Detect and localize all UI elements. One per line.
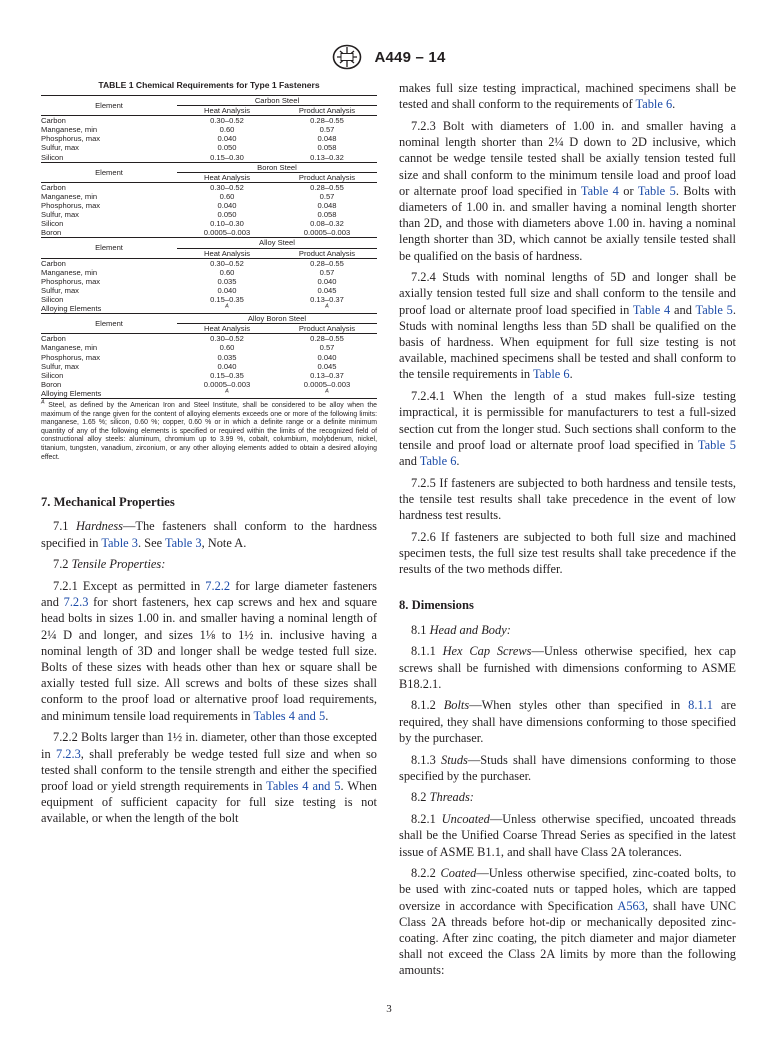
para-8-2-1: 8.2.1 Uncoated—Unless otherwise specified, uncoated threads shall be the Unified Coarse Thread Series as specified in the latest issue of ASME B1.1, and shall have Class 2A tolerances. — [399, 812, 736, 859]
product-analysis-header: Product Analysis — [277, 106, 377, 116]
para-7-2-6: 7.2.6 If fasteners are subjected to both full size and machined specimen tests, the full size test results shall take precedence if the results of the two methods differ. — [399, 529, 736, 577]
product-analysis-cell: 0.28–0.55 — [310, 258, 344, 268]
heat-analysis-cell: 0.040 — [217, 285, 237, 295]
link-table-6[interactable]: Table 6 — [419, 453, 457, 468]
heat-analysis-cell: 0.60 — [219, 343, 235, 353]
heat-analysis-cell: 0.035 — [217, 276, 237, 286]
heat-analysis-cell: 0.050 — [217, 210, 237, 220]
para-7-2-4: 7.2.4 Studs with nominal lengths of 5D and longer shall be axially tension tested full size and shall conform to the tensile and proof load or alternate proof load specified in Table 4 and Table 5. Studs with nominal lengths less than 5D shall be qualified on the basis of hardness. When equipment for full size testing is not available, machined specimens shall be tested and shall conform to the tensile requirements in Table 6. — [399, 270, 736, 382]
para-7-2-2: 7.2.2 Bolts larger than 1½ in. diameter, other than those excepted in 7.2.3, shall preferably be wedge tested full size and when so tested shall conform to the tensile strength and either the specified proof load or yield strength requirements in Tables 4 and 5. When equipment of sufficient capacity for full size testing is not available, or when the length of the bolt — [41, 730, 377, 826]
table-row — [41, 334, 377, 344]
para-7-2-5: 7.2.5 If fasteners are subjected to both hardness and tensile tests, the tensile test results shall take precedence in the event of low hardness test results. — [399, 475, 736, 523]
product-analysis-cell: 0.0005–0.003 — [303, 379, 351, 389]
table-row — [41, 268, 377, 277]
product-analysis-cell: 0.28–0.55 — [310, 116, 344, 126]
para-7-1: 7.1 Hardness—The fasteners shall conform to the hardness specified in Table 3. See Table 3, Note A. — [41, 519, 377, 550]
heat-analysis-cell: 0.15–0.30 — [210, 152, 244, 162]
astm-logo-icon — [332, 44, 362, 70]
table-row — [41, 134, 377, 143]
steel-group-title: Carbon Steel — [177, 96, 377, 106]
table-row — [41, 192, 377, 201]
element-name-cell: Manganese, min — [41, 191, 98, 201]
product-analysis-header: Product Analysis — [277, 172, 377, 182]
element-name-cell: Phosphorus, max — [41, 352, 101, 362]
product-analysis-cell: 0.058 — [317, 143, 337, 153]
element-column-header: Element — [41, 96, 177, 116]
element-column-header: Element — [41, 162, 177, 182]
element-name-cell: Sulfur, max — [41, 143, 79, 153]
link-table-5[interactable]: Table 5 — [697, 437, 736, 452]
product-analysis-cell: 0.048 — [317, 201, 337, 211]
element-name-cell: Alloying Elements — [41, 389, 177, 399]
para-8-1-1: 8.1.1 Hex Cap Screws—Unless otherwise specified, hex cap screws shall be furnished with dimensions conforming to ASME B18.2.1. — [399, 644, 736, 691]
element-name-cell: Silicon — [41, 294, 64, 304]
element-name-cell: Sulfur, max — [41, 210, 79, 220]
heat-analysis-cell: 0.60 — [219, 191, 235, 201]
element-name-cell: Phosphorus, max — [41, 201, 101, 211]
product-analysis-cell: 0.045 — [317, 285, 337, 295]
heat-analysis-header: Heat Analysis — [177, 248, 277, 258]
element-column-header: Element — [41, 314, 177, 334]
product-analysis-header: Product Analysis — [277, 324, 377, 334]
para-7-2-2-continued: makes full size testing impractical, machined specimens shall be tested and shall conform to the requirements of Table 6. — [399, 81, 736, 112]
product-analysis-cell: 0.13–0.37 — [310, 294, 344, 304]
link-table-6[interactable]: Table 6 — [532, 367, 570, 382]
steel-group-title: Boron Steel — [177, 162, 377, 172]
para-7-2: 7.2 Tensile Properties: — [53, 557, 166, 572]
product-analysis-cell: A — [277, 389, 377, 399]
heat-analysis-cell: 0.040 — [217, 361, 237, 371]
table-row — [41, 201, 377, 210]
product-analysis-cell: 0.28–0.55 — [310, 182, 344, 192]
product-analysis-cell: 0.040 — [317, 352, 337, 362]
steel-group-title: Alloy Boron Steel — [177, 314, 377, 324]
link-table-5[interactable]: Table 5 — [637, 183, 676, 198]
heat-analysis-cell: 0.30–0.52 — [210, 116, 244, 126]
element-name-cell: Carbon — [41, 182, 66, 192]
page-header — [0, 44, 778, 70]
table-row — [41, 353, 377, 362]
heat-analysis-cell: 0.040 — [217, 134, 237, 144]
product-analysis-cell: 0.08–0.32 — [310, 219, 344, 229]
element-name-cell: Silicon — [41, 219, 64, 229]
section-7-title: 7. Mechanical Properties — [41, 495, 175, 510]
heat-analysis-cell: 0.10–0.30 — [210, 219, 244, 229]
table-row — [41, 125, 377, 134]
table-group-header — [41, 314, 377, 324]
para-8-1-3: 8.1.3 Studs—Studs shall have dimensions conforming to those specified by the purchaser. — [399, 752, 736, 783]
heat-analysis-cell: 0.040 — [217, 201, 237, 211]
product-analysis-cell: 0.040 — [317, 276, 337, 286]
product-analysis-cell: 0.57 — [319, 267, 335, 277]
link-7-2-3[interactable]: 7.2.3 — [63, 595, 89, 610]
product-analysis-header: Product Analysis — [277, 248, 377, 258]
heat-analysis-cell: 0.60 — [219, 125, 235, 135]
link-table-5[interactable]: Table 5 — [695, 302, 733, 317]
para-7-2-4-1: 7.2.4.1 When the length of a stud makes full-size testing impractical, it is permissible for manufacturers to test a full-sized section cut from the longer stud. Such sections shall conform to the tensile and proof load or alternate proof load specified in Table 5 and Table 6. — [399, 389, 736, 468]
product-analysis-cell: 0.57 — [319, 191, 335, 201]
para-7-2-1: 7.2.1 Except as permitted in 7.2.2 for large diameter fasteners and 7.2.3 for short fasteners, hex cap screws and hex and square head bolts in sizes 1.00 in. and smaller having a nominal length of 2¼ D and longer, and sizes 1⅛ to 1½ in. inclusive having a nominal length of 3D and longer shall be wedge tested full size. Bolts of these sizes with heads other than hex or square shall be axially tested full size. All screws and bolts of these sizes shall conform to the proof load or alternative proof load requirements, and minimum tensile load requirements in Tables 4 and 5. — [41, 578, 377, 723]
table-row — [41, 286, 377, 295]
steel-group-title: Alloy Steel — [177, 238, 377, 248]
element-name-cell: Alloying Elements — [41, 304, 102, 314]
element-name-cell: Boron — [41, 379, 62, 389]
product-analysis-cell: 0.28–0.55 — [310, 334, 344, 344]
element-name-cell: Manganese, min — [41, 125, 98, 135]
left-column — [41, 80, 377, 832]
page-number: 3 — [386, 1003, 392, 1015]
element-name-cell: Carbon — [41, 116, 66, 126]
right-column — [399, 80, 736, 984]
product-analysis-cell: 0.57 — [319, 343, 335, 353]
heat-analysis-cell: 0.30–0.52 — [210, 258, 244, 268]
table-footnote — [41, 399, 377, 462]
heat-analysis-header: Heat Analysis — [177, 172, 277, 182]
table-row — [41, 153, 377, 163]
para-8-1-2: 8.1.2 Bolts—When styles other than specified in 8.1.1 are required, they shall have dimensions conforming to those specified by the purchaser. — [399, 698, 736, 745]
table-row — [41, 389, 377, 399]
element-column-header: Element — [41, 238, 177, 258]
table-row — [41, 371, 377, 380]
para-8-1: 8.1 Head and Body: — [411, 622, 511, 637]
heat-analysis-cell: 0.30–0.52 — [210, 334, 244, 344]
table-row — [41, 258, 377, 268]
link-a563[interactable]: A563 — [617, 898, 645, 913]
product-analysis-cell: 0.045 — [317, 361, 337, 371]
table-title: TABLE 1 Chemical Requirements for Type 1 Fasteners — [98, 80, 320, 90]
link-table-6[interactable]: Table 6 — [635, 97, 673, 112]
table-row — [41, 343, 377, 352]
document-designation: A449 – 14 — [374, 48, 446, 66]
table-group-header — [41, 238, 377, 248]
heat-analysis-header: Heat Analysis — [177, 324, 277, 334]
section-7 — [41, 494, 377, 826]
link-table-4[interactable]: Table 4 — [632, 302, 671, 317]
link-tables-4-5[interactable]: Tables 4 and 5 — [253, 708, 326, 723]
element-name-cell: Manganese, min — [41, 267, 98, 277]
heat-analysis-cell: 0.0005–0.003 — [203, 379, 251, 389]
element-name-cell: Manganese, min — [41, 343, 98, 353]
product-analysis-cell: 0.048 — [317, 134, 337, 144]
para-8-2: 8.2 Threads: — [411, 790, 474, 805]
link-tables-4-5[interactable]: Tables 4 and 5 — [266, 778, 341, 793]
footnote-text: Steel, as defined by the American Iron and Steel Institute, shall be considered to be alloy when the maximum of the range given for the content of alloying elements exceeds one or more of the following limits: manganese, 1.65 %; silicon, 0.60 %; copper, 0.60 % or in which a definite range or a definite minimum quantity of any of the following elements is specified or required within the limits of the recognized field of constructional alloy steels: aluminum, chromium up to 3.99 %, cobalt, columbium, molybdenum, nickel, titanium, tungsten, vanadium, zirconium, or any other alloying elements added to obtain a desired alloying effect. — [41, 402, 377, 461]
link-table-4[interactable]: Table 4 — [580, 183, 619, 198]
heat-analysis-cell: 0.0005–0.003 — [203, 228, 251, 238]
table-row — [41, 277, 377, 286]
table-row — [41, 219, 377, 228]
footnote-mark: A — [41, 399, 45, 406]
chemical-requirements-table — [41, 95, 377, 399]
element-name-cell: Sulfur, max — [41, 361, 79, 371]
table-row — [41, 143, 377, 152]
element-name-cell: Phosphorus, max — [41, 276, 101, 286]
para-8-2-2: 8.2.2 Coated—Unless otherwise specified, zinc-coated bolts, to be used with zinc-coated nuts or tapped holes, which are tapped oversize in accordance with Specification A563, shall have UNC Class 2A threads before hot-dip or mechanically deposited zinc-coating. After zinc coating, the pitch diameter and major diameter shall not exceed the Class 2A limits by more than the following amounts: — [399, 866, 736, 978]
product-analysis-cell: 0.0005–0.003 — [303, 228, 351, 238]
table-group-header — [41, 162, 377, 172]
product-analysis-cell: 0.13–0.37 — [310, 370, 344, 380]
table-row — [41, 182, 377, 192]
element-name-cell: Sulfur, max — [41, 285, 79, 295]
link-7-2-2[interactable]: 7.2.2 — [205, 578, 231, 593]
table-group-header — [41, 96, 377, 106]
table-row — [41, 210, 377, 219]
para-7-2-3: 7.2.3 Bolt with diameters of 1.00 in. and smaller having a nominal length shorter than 2¼ D down to 2D inclusive, which cannot be wedge tensile tested shall be axially tension tested full size and shall conform to the minimum tensile load and proof load or alternate proof load specified in Table 4 or Table 5. Bolts with diameters of 1.00 in. and smaller having a nominal length shorter than 2D, and those with diameters above 1.00 in. having a nominal length shorter than 3D, which cannot be axially tensile tested shall be qualified on the basis of hardness. — [399, 118, 736, 263]
heat-analysis-cell: 0.30–0.52 — [210, 182, 244, 192]
element-name-cell: Silicon — [41, 370, 64, 380]
table-row — [41, 116, 377, 126]
heat-analysis-header: Heat Analysis — [177, 106, 277, 116]
heat-analysis-cell: 0.15–0.35 — [210, 294, 244, 304]
link-table-3[interactable]: Table 3 — [164, 535, 202, 550]
table-row — [41, 228, 377, 238]
table-row — [41, 304, 377, 314]
element-name-cell: Carbon — [41, 258, 66, 268]
product-analysis-cell: 0.13–0.32 — [310, 152, 344, 162]
product-analysis-cell: 0.058 — [317, 210, 337, 220]
link-table-3[interactable]: Table 3 — [101, 535, 138, 550]
heat-analysis-cell: 0.050 — [217, 143, 237, 153]
heat-analysis-cell: 0.035 — [217, 352, 237, 362]
link-7-2-3[interactable]: 7.2.3 — [56, 746, 81, 761]
element-name-cell: Silicon — [41, 152, 64, 162]
heat-analysis-cell: 0.15–0.35 — [210, 370, 244, 380]
table-row — [41, 362, 377, 371]
element-name-cell: Carbon — [41, 334, 66, 344]
product-analysis-cell: 0.57 — [319, 125, 335, 135]
product-analysis-cell: A — [325, 303, 329, 310]
heat-analysis-cell: A — [177, 389, 277, 399]
heat-analysis-cell: 0.60 — [219, 267, 235, 277]
element-name-cell: Boron — [41, 228, 62, 238]
section-8-title: 8. Dimensions — [399, 598, 474, 613]
link-8-1-1[interactable]: 8.1.1 — [688, 698, 713, 713]
element-name-cell: Phosphorus, max — [41, 134, 101, 144]
heat-analysis-cell: A — [225, 303, 229, 310]
